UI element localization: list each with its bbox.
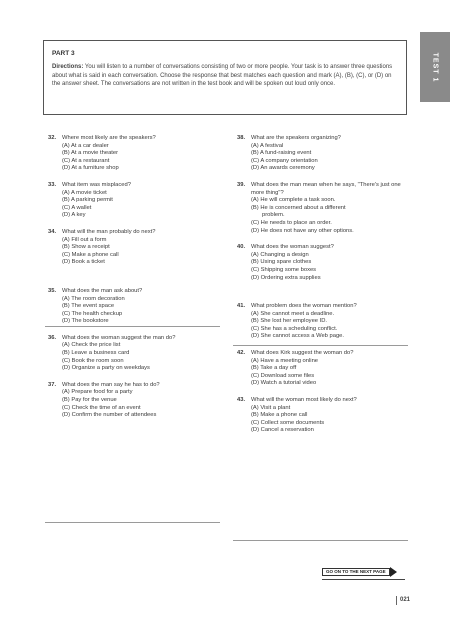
next-page-indicator [322, 567, 405, 576]
directions-body: You will listen to a number of conversations consisting of two or more people. Your task is to answer three questions about what is said in each conversation. Choose the response that best matches each question and mark (A), (B), (C), or (D) on the answer sheet. The conversations are not written in the test book and will be spoken out loud only once. [52, 64, 393, 88]
answer-option: (D) Confirm the number of attendees [62, 412, 157, 419]
answer-option: (C) Book the room soon [62, 357, 124, 364]
answer-option: (B) A parking permit [62, 197, 113, 204]
left-separator [45, 326, 220, 327]
question-number: 42. [237, 350, 246, 357]
answer-option: (A) A movie ticket [62, 189, 107, 196]
question-number: 35. [48, 287, 57, 294]
answer-option: (B) Using spare clothes [251, 259, 312, 266]
footer-divider [396, 596, 397, 605]
answer-option: (A) Have a meeting online [251, 357, 319, 364]
page-number: 021 [400, 597, 411, 603]
question-text: What will the woman most likely do next? [251, 397, 357, 404]
question-text: What does the man say he has to do? [62, 381, 160, 388]
left-question-column [48, 135, 218, 429]
question-text: What does the man mean when he says, "There's just one more thing"? [251, 181, 401, 196]
question-number: 38. [237, 135, 246, 141]
side-tab-label: TEST 1 [431, 52, 439, 82]
answer-option: (B) Pay for the venue [62, 397, 117, 404]
question-text: What will the man probably do next? [62, 228, 156, 235]
answer-option: (D) She cannot access a Web page. [251, 333, 345, 340]
answer-option: (D) Ordering extra supplies [251, 274, 321, 281]
question-number: 36. [48, 334, 57, 341]
answer-option: (A) Changing a design [251, 251, 309, 258]
question-number: 43. [237, 397, 246, 404]
answer-option: (C) She has a scheduling conflict. [251, 325, 338, 332]
answer-option: (C) Download some files [251, 372, 315, 379]
answer-option: (B) She lost her employee ID. [251, 318, 328, 325]
question-42 [237, 350, 407, 388]
answer-option: (C) A company orientation [251, 157, 318, 164]
question-number: 32. [48, 135, 57, 141]
question-text: What item was misplaced? [62, 181, 131, 188]
answer-option: (A) The room decoration [62, 295, 125, 302]
answer-option: (A) Visit a plant [251, 404, 291, 411]
directions-box [43, 40, 407, 115]
question-38 [237, 135, 407, 173]
answer-option: (D) At a furniture shop [62, 165, 119, 172]
question-40 [237, 244, 407, 282]
right-question-column [237, 135, 407, 444]
answer-option: (A) At a car dealer [62, 142, 109, 149]
next-page-underline [322, 579, 405, 580]
question-33 [48, 182, 218, 220]
test-side-tab [420, 32, 450, 102]
question-number: 34. [48, 228, 57, 235]
answer-option: (A) Fill out a form [62, 236, 107, 243]
right-separator [233, 345, 408, 346]
answer-option: (C) At a restaurant [62, 157, 110, 164]
question-text: What does Kirk suggest the woman do? [251, 350, 354, 357]
answer-option-continued: problem. [262, 212, 285, 219]
answer-option: (B) At a movie theater [62, 150, 119, 157]
question-number: 39. [237, 181, 246, 188]
question-41 [237, 303, 407, 341]
question-34 [48, 229, 218, 267]
answer-option: (D) Watch a tutorial video [251, 380, 317, 387]
answer-option: (D) An awards ceremony [251, 165, 315, 172]
answer-option: (D) A key [62, 212, 86, 219]
question-text: What does the man ask about? [62, 287, 143, 294]
answer-option: (B) A fund-raising event [251, 150, 312, 157]
question-35 [48, 288, 218, 326]
answer-option: (C) Collect some documents [251, 419, 325, 426]
question-number: 41. [237, 303, 246, 310]
question-32 [48, 135, 218, 173]
question-number: 37. [48, 381, 57, 388]
right-bottom-separator [233, 540, 408, 541]
answer-option: (B) Take a day off [251, 365, 297, 372]
answer-option: (C) He needs to place an order. [251, 219, 332, 226]
answer-option: (C) Check the time of an event [62, 404, 141, 411]
answer-option: (D) Organize a party on weekdays [62, 365, 150, 372]
question-36 [48, 335, 218, 373]
answer-option: (C) Make a phone call [62, 251, 119, 258]
answer-option: (B) Make a phone call [251, 412, 308, 419]
question-text: What are the speakers organizing? [251, 135, 341, 141]
answer-option: (D) He does not have any other options. [251, 227, 354, 234]
answer-option: (B) The event space [62, 303, 115, 310]
answer-option: (A) Check the price list [62, 342, 121, 349]
part-title: PART 3 [52, 50, 75, 57]
answer-option: (A) A festival [251, 142, 284, 149]
answer-option: (A) He will complete a task soon. [251, 197, 336, 204]
answer-option: (C) The health checkup [62, 310, 123, 317]
answer-option: (C) Shipping some boxes [251, 266, 317, 273]
question-39 [237, 182, 407, 235]
question-text: Where most likely are the speakers? [62, 135, 156, 141]
directions-label: Directions: [52, 64, 84, 70]
arrow-right-icon [390, 567, 397, 577]
question-text: What does the woman suggest the man do? [62, 334, 176, 341]
question-text: What does the woman suggest? [251, 244, 334, 251]
answer-option: (B) He is concerned about a different [251, 204, 346, 211]
question-text: What problem does the woman mention? [251, 303, 357, 310]
answer-option: (A) She cannot meet a deadline. [251, 310, 335, 317]
left-bottom-separator [45, 522, 220, 523]
question-number: 33. [48, 181, 57, 188]
answer-option: (D) Cancel a reservation [251, 427, 314, 434]
question-43 [237, 397, 407, 435]
answer-option: (D) Book a ticket [62, 259, 105, 266]
next-page-label: GO ON TO THE NEXT PAGE [322, 568, 390, 576]
answer-option: (D) The bookstore [62, 318, 109, 325]
answer-option: (C) A wallet [62, 204, 92, 211]
directions-text [52, 63, 398, 89]
question-number: 40. [237, 244, 246, 251]
answer-option: (B) Show a receipt [62, 244, 110, 251]
answer-option: (B) Leave a business card [62, 350, 130, 357]
answer-option: (A) Prepare food for a party [62, 389, 133, 396]
question-37 [48, 382, 218, 420]
